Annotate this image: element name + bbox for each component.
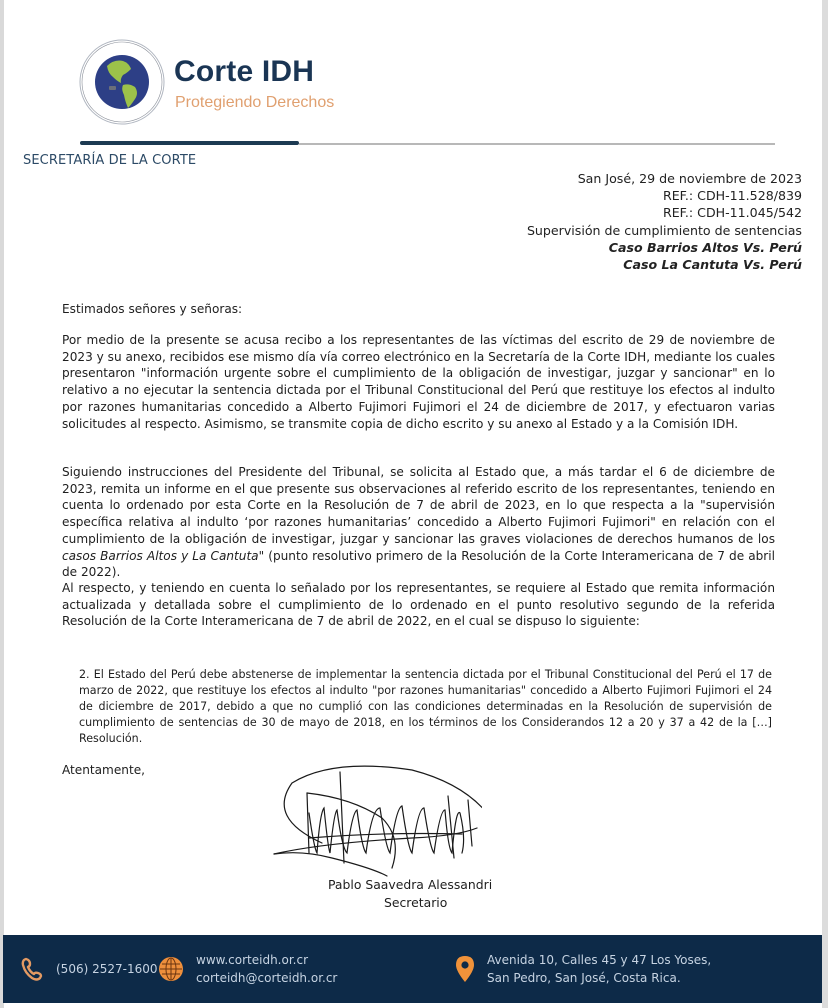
page-edge-left (0, 0, 4, 1008)
map-pin-icon (455, 955, 475, 983)
phone-number[interactable]: (506) 2527-1600 (56, 962, 158, 976)
case-name-1: Caso Barrios Altos Vs. Perú (608, 239, 802, 255)
address-lines (487, 951, 711, 987)
court-seal-logo (79, 39, 165, 125)
address-line-2: San Pedro, San José, Costa Rica. (487, 971, 681, 985)
paragraph-request-cases: casos Barrios Altos y La Cantuta (62, 548, 259, 563)
footer-web (158, 947, 337, 991)
reference-number-2: REF.: CDH-11.045/542 (662, 205, 802, 221)
place-date: San José, 29 de noviembre de 2023 (577, 171, 802, 186)
reference-number-1: REF.: CDH-11.528/839 (662, 188, 802, 204)
paragraph-request-text: Siguiendo instrucciones del Presidente del Tribunal, se solicita al Estado que, a más tardar el 6 de diciembre de 2023, remita un informe en el que presente sus observaciones al referido escrito de los representantes, teniendo en cuenta lo ordenado por esta Corte en la Resolución de 7 de abril de 2023, en lo que respecta a la "supervisión específica relativa al indulto ‘por razones humanitarias’ concedido a Alberto Fujimori Fujimori" en relación con el cumplimiento de la obligación de investigar, juzgar y sancionar las graves violaciones de derechos humanos de los (62, 465, 775, 546)
header-divider (299, 143, 775, 145)
department-heading: SECRETARÍA DE LA CORTE (23, 153, 197, 168)
website-link[interactable]: www.corteidh.or.cr (196, 953, 309, 967)
reference-block (527, 170, 802, 273)
closing: Atentamente, (62, 763, 145, 777)
phone-icon (20, 956, 44, 982)
paragraph-acknowledgement: Por medio de la presente se acusa recibo a los representantes de las víctimas del escrito de 29 de noviembre de 2023 y su anexo, recibidos ese mismo día vía correo electrónico en la Secretaría de la Corte IDH, mediante los cuales presentaron "información urgente sobre el cumplimiento de la obligación de investigar, juzgar y sancionar" en lo relativo a no ejecutar la sentencia dictada por el Tribunal Constitucional del Perú que restituye los efectos al indulto por razones humanitarias concedido a Alberto Fujimori Fujimori el 24 de diciembre de 2017, y efectuaron varias solicitudes al respecto. Asimismo, se transmite copia de dicho escrito y su anexo al Estado y a la Comisión IDH. (62, 333, 775, 431)
brand-tagline: Protegiendo Derechos (175, 94, 335, 111)
header-divider-accent (80, 141, 299, 145)
contact-footer (3, 935, 822, 1003)
web-contacts (196, 951, 337, 987)
footer-address (455, 947, 711, 991)
globe-icon (158, 956, 184, 982)
handwritten-signature (262, 758, 482, 888)
greeting: Estimados señores y señoras: (62, 302, 243, 316)
quoted-resolution: 2. El Estado del Perú debe abstenerse de implementar la sentencia dictada por el Tribunal Constitucional del Perú el 17 de marzo de 2022, que restituye los efectos al indulto "por razones humanitarias" concedido a Alberto Fujimori Fujimori el 24 de diciembre de 2017, debido a que no cumplió con las condiciones determinadas en la Resolución de supervisión de cumplimiento de sentencias de 30 de mayo de 2018, en los términos de los Considerandos 12 a 20 y 37 a 42 de la […] Resolución. (79, 668, 772, 745)
case-name-2: Caso La Cantuta Vs. Perú (623, 257, 802, 273)
paragraph-request-tail: " (punto resolutivo primero de la Resolución de la Corte Interamericana de 7 de abril de 2022). (62, 548, 775, 580)
email-link[interactable]: corteidh@corteidh.or.cr (196, 971, 338, 985)
signer-title: Secretario (384, 895, 448, 910)
page-edge-right (822, 0, 828, 1008)
address-line-1: Avenida 10, Calles 45 y 47 Los Yoses, (487, 953, 712, 967)
footer-phone (20, 949, 158, 989)
signer-name: Pablo Saavedra Alessandri (328, 877, 493, 892)
brand-title: Corte IDH (174, 55, 315, 88)
subject-line: Supervisión de cumplimiento de sentencias (526, 222, 802, 238)
paragraph-request (62, 464, 775, 581)
paragraph-requirement: Al respecto, y teniendo en cuenta lo señalado por los representantes, se requiere al Estado que remita información actualizada y detallada sobre el cumplimiento de lo ordenado en el punto resolutivo segundo de la referida Resolución de la Corte Interamericana de 7 de abril de 2022, en el cual se dispuso lo siguiente: (62, 581, 775, 629)
